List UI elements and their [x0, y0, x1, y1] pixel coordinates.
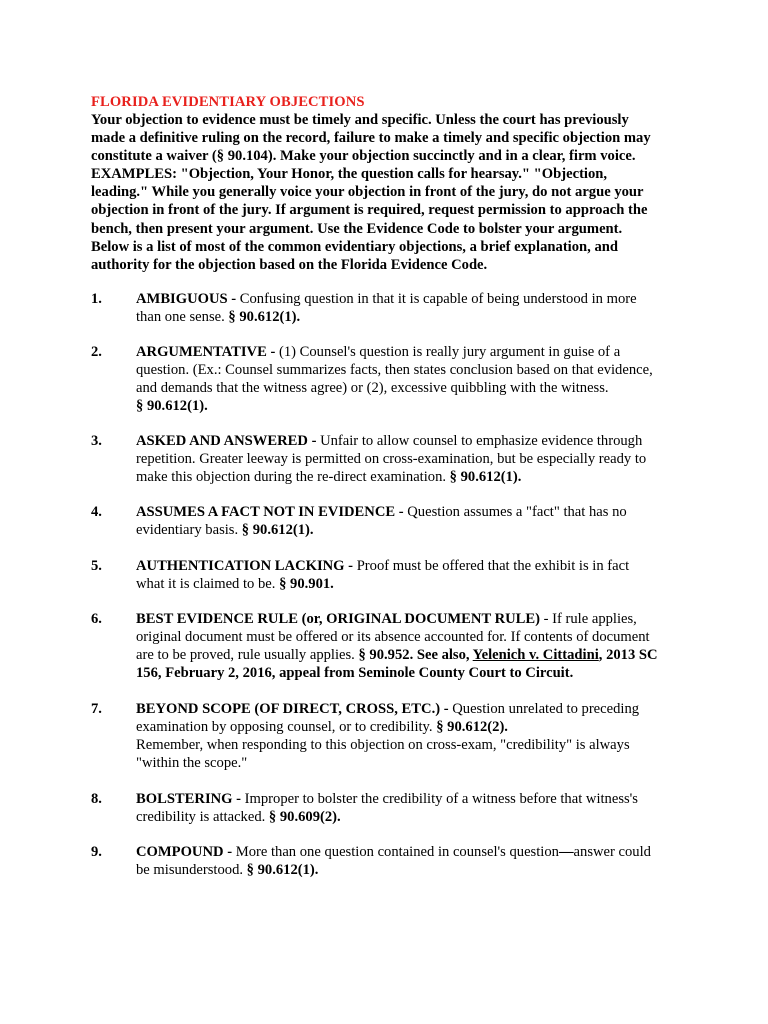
- bold-run: 156, February 2, 2016, appeal from Seminole County Court to Circuit.: [136, 665, 574, 682]
- objection-number: 7.: [91, 701, 102, 717]
- bold-run: § 90.612(1).: [228, 309, 301, 326]
- intro-paragraph: [91, 111, 671, 274]
- objection-line: [136, 468, 691, 486]
- objection-line: [136, 557, 691, 575]
- intro-line: Your objection to evidence must be timely and specific. Unless the court has previously: [91, 112, 629, 128]
- bold-run: § 90.609(2).: [268, 809, 341, 826]
- bold-run: ASSUMES A FACT NOT IN EVIDENCE -: [136, 504, 408, 520]
- objection-line: [136, 790, 691, 808]
- bold-run: ARGUMENTATIVE -: [136, 344, 279, 360]
- objection-line: [136, 308, 691, 326]
- bold-run: BEST EVIDENCE RULE (or, ORIGINAL DOCUMENT RULE): [136, 611, 540, 627]
- text-run: Confusing question in that it is capable of being understood in more: [239, 291, 637, 307]
- objection-line: [136, 700, 691, 718]
- intro-line: leading." While you generally voice your objection in front of the jury, do not argue your: [91, 184, 644, 201]
- text-run: original document must be offered or its absence accounted for. If contents of document: [136, 629, 650, 646]
- intro-line: authority for the objection based on the Florida Evidence Code.: [91, 256, 488, 273]
- bold-run: § 90.952. See also,: [358, 647, 473, 664]
- text-run: - If rule applies,: [539, 611, 637, 627]
- text-run: be misunderstood.: [136, 862, 247, 879]
- objection-text: [136, 432, 691, 486]
- text-run: than one sense.: [136, 309, 229, 326]
- case-citation: Yelenich v. Cittadini: [472, 647, 599, 664]
- bold-run: BOLSTERING -: [136, 791, 245, 807]
- objection-line: [136, 736, 691, 754]
- bold-run: § 90.612(1).: [246, 862, 319, 879]
- objection-line: [136, 718, 691, 736]
- objection-line: [136, 610, 691, 628]
- bold-run: § 90.612(1).: [136, 398, 208, 415]
- bold-run: AUTHENTICATION LACKING -: [136, 558, 357, 574]
- objection-line: [136, 397, 691, 415]
- objection-line: [136, 432, 691, 450]
- bold-run: § 90.612(1).: [449, 469, 522, 486]
- text-run: Question unrelated to preceding: [452, 701, 640, 717]
- objection-line: [136, 450, 691, 468]
- objection-line: [136, 290, 691, 308]
- objection-line: [136, 808, 691, 826]
- objection-number: 1.: [91, 291, 102, 307]
- document-title: FLORIDA EVIDENTIARY OBJECTIONS: [91, 94, 365, 110]
- objection-number: 4.: [91, 504, 102, 520]
- text-run: make this objection during the re-direct examination.: [136, 469, 450, 486]
- objection-text: [136, 503, 691, 539]
- bold-run: , 2013 SC: [598, 647, 658, 664]
- bold-run: COMPOUND -: [136, 844, 236, 860]
- objection-line: [136, 646, 691, 664]
- text-run: "within the scope.": [136, 755, 248, 772]
- objection-line: [136, 861, 691, 879]
- intro-line: bench, then present your argument. Use the Evidence Code to bolster your argument.: [91, 220, 623, 237]
- text-run: Proof must be offered that the exhibit is in fact: [356, 558, 630, 574]
- objection-number: 9.: [91, 844, 102, 860]
- text-run: evidentiary basis.: [136, 522, 242, 539]
- objection-number: 3.: [91, 433, 102, 449]
- text-run: question. (Ex.: Counsel summarizes facts, then states conclusion based on that evidence,: [136, 362, 653, 379]
- text-run: Question assumes a "fact" that has no: [407, 504, 627, 520]
- objection-line: [136, 379, 691, 397]
- intro-line: EXAMPLES: "Objection, Your Honor, the question calls for hearsay." "Objection,: [91, 166, 608, 183]
- text-run: repetition. Greater leeway is permitted on cross-examination, but be especially ready to: [136, 451, 647, 468]
- text-run: credibility is attacked.: [136, 809, 269, 826]
- objection-number: 5.: [91, 558, 102, 574]
- text-run: and demands that the witness agree) or (2), excessive quibbling with the witness.: [136, 380, 609, 397]
- objection-line: [136, 843, 691, 861]
- text-run: examination by opposing counsel, or to credibility.: [136, 719, 437, 736]
- objection-number: 6.: [91, 611, 102, 627]
- text-run: answer could: [573, 844, 651, 860]
- bold-run: § 90.612(2).: [436, 719, 508, 736]
- bold-run: ASKED AND ANSWERED -: [136, 433, 321, 449]
- bold-run: § 90.901.: [279, 576, 334, 593]
- bold-run: —: [558, 844, 574, 860]
- objection-text: [136, 343, 691, 415]
- objection-number: 2.: [91, 344, 102, 360]
- objection-number: 8.: [91, 791, 102, 807]
- intro-line: constitute a waiver (§ 90.104). Make your objection succinctly and in a clear, firm voice.: [91, 148, 636, 165]
- objection-text: [136, 290, 691, 326]
- objection-text: [136, 610, 691, 682]
- text-run: are to be proved, rule usually applies.: [136, 647, 359, 664]
- objection-text: [136, 700, 691, 772]
- objection-line: [136, 343, 691, 361]
- text-run: Remember, when responding to this objection on cross-exam, "credibility" is always: [136, 737, 630, 754]
- objection-text: [136, 557, 691, 593]
- text-run: Unfair to allow counsel to emphasize evidence through: [320, 433, 643, 449]
- objection-line: [136, 575, 691, 593]
- bold-run: AMBIGUOUS -: [136, 291, 240, 307]
- objection-line: [136, 361, 691, 379]
- text-run: (1) Counsel's question is really jury argument in guise of a: [278, 344, 621, 360]
- objection-text: [136, 790, 691, 826]
- objection-line: [136, 503, 691, 521]
- objection-line: [136, 754, 691, 772]
- text-run: what it is claimed to be.: [136, 576, 280, 593]
- intro-line: Below is a list of most of the common evidentiary objections, a brief explanation, and: [91, 238, 618, 255]
- text-run: More than one question contained in counsel's question: [235, 844, 559, 860]
- bold-run: § 90.612(1).: [241, 522, 314, 539]
- intro-line: made a definitive ruling on the record, failure to make a timely and specific objection may: [91, 130, 651, 147]
- objection-line: [136, 664, 691, 682]
- objection-line: [136, 628, 691, 646]
- text-run: Improper to bolster the credibility of a witness before that witness's: [244, 791, 638, 807]
- objection-text: [136, 843, 691, 879]
- objection-line: [136, 521, 691, 539]
- bold-run: BEYOND SCOPE (OF DIRECT, CROSS, ETC.) -: [136, 701, 453, 717]
- intro-line: objection in front of the jury. If argument is required, request permission to approach the: [91, 202, 648, 219]
